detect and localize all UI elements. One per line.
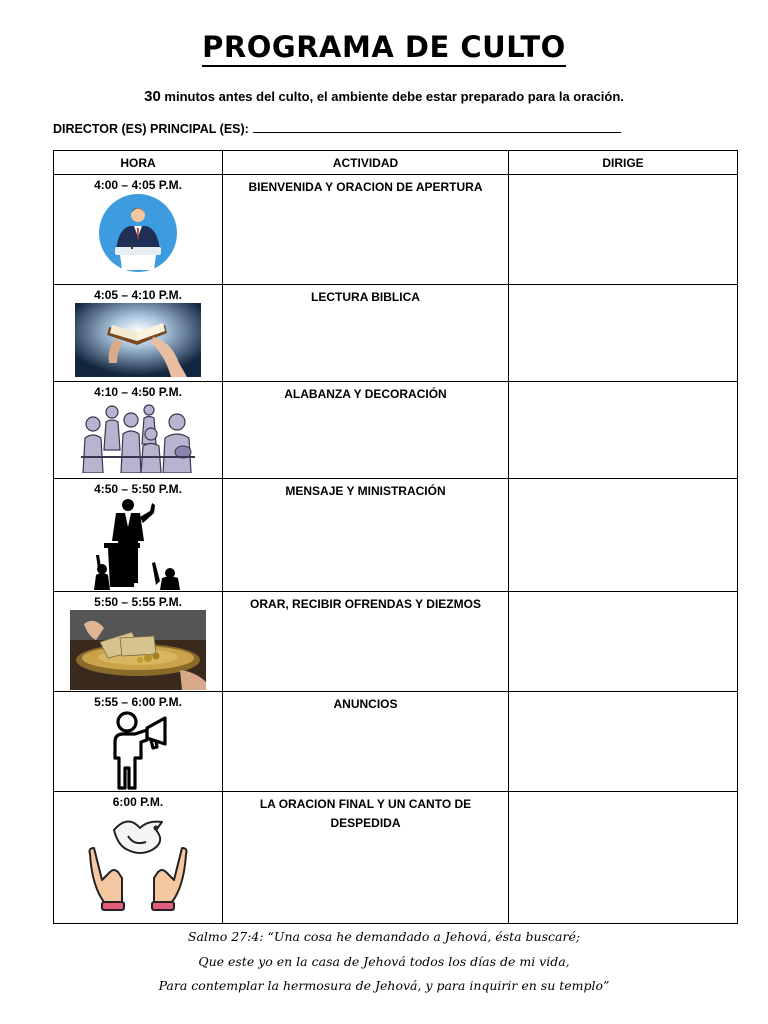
leader-cell[interactable] [509, 285, 738, 382]
time-cell [54, 692, 223, 792]
leader-cell[interactable] [509, 592, 738, 692]
time-label: 4:00 – 4:05 P.M. [94, 178, 182, 192]
activity-label: LECTURA BIBLICA [311, 290, 420, 304]
leader-cell[interactable] [509, 175, 738, 285]
preacher-silhouette-icon [94, 497, 182, 590]
activity-cell [223, 792, 509, 924]
psalm-quote [0, 925, 768, 999]
subtitle: 30 minutos antes del culto, el ambiente debe estar preparado para la oración. [144, 88, 624, 105]
table-row [54, 692, 738, 792]
bible-reading-photo [75, 303, 201, 377]
time-label: 4:50 – 5:50 P.M. [94, 482, 182, 496]
table-row [54, 382, 738, 479]
activity-label: ORAR, RECIBIR OFRENDAS Y DIEZMOS [250, 597, 481, 611]
leader-cell[interactable] [509, 792, 738, 924]
table-row [54, 285, 738, 382]
time-label: 4:10 – 4:50 P.M. [94, 385, 182, 399]
time-cell [54, 175, 223, 285]
time-label: 4:05 – 4:10 P.M. [94, 288, 182, 302]
table-row [54, 175, 738, 285]
dove-hands-icon [84, 810, 192, 920]
table-row [54, 592, 738, 692]
page-title: PROGRAMA DE CULTO [0, 30, 768, 64]
time-cell [54, 382, 223, 479]
time-label: 6:00 P.M. [112, 795, 164, 809]
activity-cell [223, 692, 509, 792]
header-hora: HORA [54, 151, 223, 175]
leader-cell[interactable] [509, 479, 738, 592]
table-row [54, 792, 738, 924]
activity-label: ALABANZA Y DECORACIÓN [284, 387, 447, 401]
activity-cell [223, 592, 509, 692]
activity-label: LA ORACION FINAL Y UN CANTO DE DESPEDIDA [259, 797, 472, 830]
worship-musicians-sketch [79, 400, 197, 473]
time-cell [54, 479, 223, 592]
director-label: DIRECTOR (ES) PRINCIPAL (ES): [53, 122, 249, 136]
time-cell [54, 592, 223, 692]
activity-cell [223, 285, 509, 382]
director-field [53, 121, 621, 136]
leader-cell[interactable] [509, 692, 738, 792]
psalm-line: Para contemplar la hermosura de Jehová, y para inquirir en su templo” [158, 978, 610, 993]
director-blank-line [253, 121, 621, 133]
program-table [53, 150, 738, 924]
activity-label: ANUNCIOS [333, 697, 398, 711]
activity-label: BIENVENIDA Y ORACION DE APERTURA [248, 180, 483, 194]
table-header-row [54, 151, 738, 175]
time-label: 5:50 – 5:55 P.M. [94, 595, 182, 609]
megaphone-person-icon [107, 710, 169, 790]
psalm-line: Que este yo en la casa de Jehová todos los días de mi vida, [198, 953, 570, 969]
psalm-line: Salmo 27:4: “Una cosa he demandado a Jehová, ésta buscaré; [187, 929, 581, 944]
activity-label: MENSAJE Y MINISTRACIÓN [285, 484, 446, 498]
header-dirige: DIRIGE [509, 151, 738, 175]
time-label: 5:55 – 6:00 P.M. [94, 695, 182, 709]
activity-cell [223, 382, 509, 479]
leader-cell[interactable] [509, 382, 738, 479]
activity-cell [223, 175, 509, 285]
time-cell [54, 285, 223, 382]
time-cell [54, 792, 223, 924]
header-actividad: ACTIVIDAD [223, 151, 509, 175]
offering-plate-photo [70, 610, 206, 690]
speaker-podium-icon [98, 193, 178, 273]
table-row [54, 479, 738, 592]
activity-cell [223, 479, 509, 592]
